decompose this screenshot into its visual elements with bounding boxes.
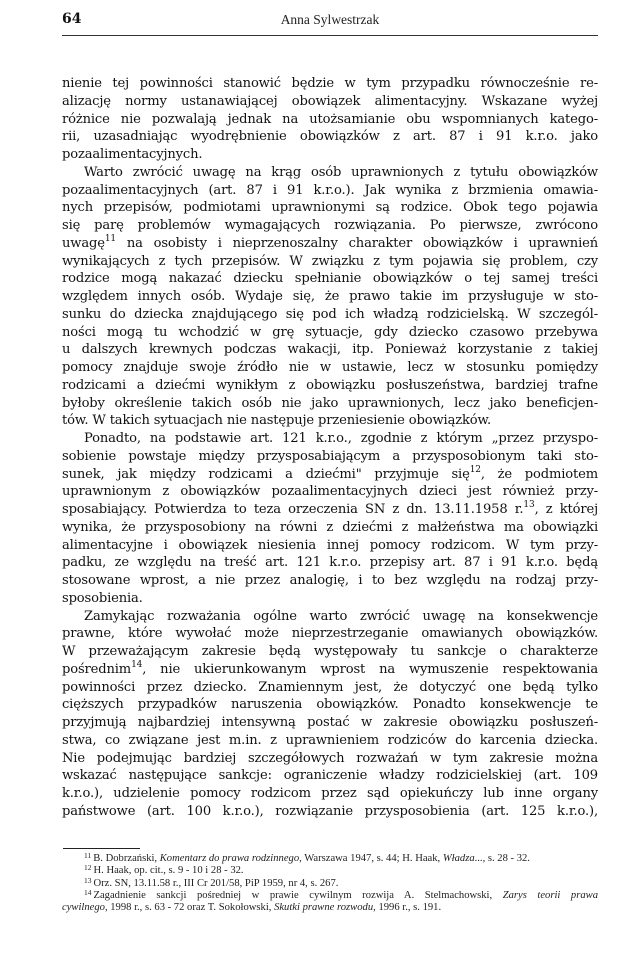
footnote-separator	[63, 848, 140, 849]
book-title: Zarys teorii prawa	[502, 890, 599, 902]
text-line: stwa, co związane jest m.in. z uprawnieniem rodziców do karcenia dziecka.	[62, 732, 598, 748]
paragraph	[62, 75, 598, 164]
text-line: alizację normy ustanawiającej obowiązek alimentacyjny. Wskazane wyżej	[62, 93, 598, 109]
page-number: 64	[62, 11, 82, 27]
footnote-ref-12[interactable]: 12	[469, 464, 481, 475]
text-line: rodzicami a dziećmi wynikłym z obowiązku posłuszeństwa, bardziej trafne	[62, 377, 598, 393]
page-header	[62, 6, 598, 36]
text-line: tów. W takich sytuacjach nie następuje przeniesienie obowiązków.	[62, 413, 492, 429]
text-line: sunku do dziecka znajdującego się pod ich władzą rodzicielską. W szczegól-	[62, 306, 598, 322]
footnote-number: 13	[84, 875, 92, 885]
text-line: pozaalimentacyjnych (art. 87 i 91 k.r.o.). Jak wynika z brzmienia omawia-	[62, 182, 598, 198]
text-line: W przeważającym zakresie będą występowały tu sankcje o charakterze	[62, 644, 598, 659]
text-line: pośrednim$^{14}$, nie ukierunkowanym wprost na wymuszenie respektowania	[62, 659, 598, 677]
footnote-14: $^{14}$ Zagadnienie sankcji pośredniej w prawie cywilnym rozwija A. Stelmachowski, Zarys teorii prawa	[84, 888, 599, 902]
footnote-number: 14	[84, 888, 92, 898]
paragraph	[62, 608, 598, 821]
text-line: przyjmują najbardziej intensywną postać w zakresie obowiązku posłuszeń-	[62, 715, 598, 730]
text-line: cięższych przypadków naruszenia obowiązków. Ponadto konsekwencje te	[62, 697, 598, 713]
text-line: pozaalimentacyjnych.	[62, 147, 203, 162]
text-line: powinności przez dziecko. Znamiennym jest, że dotyczyć one będą tylko	[62, 679, 598, 695]
text-line: ności mogą tu wchodzić w grę sytuacje, gdy dziecko czasowo przebywa	[62, 324, 598, 340]
paragraph	[62, 430, 598, 608]
text-line: państwowe (art. 100 k.r.o.), rozwiązanie przysposobienia (art. 125 k.r.o.),	[62, 803, 598, 819]
text-line: nych przepisów, podmiotami uprawnionymi są rodzice. Obok tego pojawia	[62, 200, 598, 216]
text-line: alimentacyjne i obowiązek niesienia innej pomocy rodzicom. W tym przy-	[62, 537, 598, 553]
text-line: byłoby określenie takich osób nie jako uprawnionych, lecz jako beneficjen-	[62, 395, 598, 411]
text-line: różnice nie pozwalają jednak na utożsamianie obu wspomnianych katego-	[62, 111, 598, 127]
footnote-ref-11[interactable]: 11	[104, 233, 116, 244]
footnotes	[62, 853, 598, 915]
text-line: wynika, że przysposobiony na równi z dziećmi z małżeństwa ma obowiązki	[62, 519, 598, 535]
text-line: sobienie powstaje między przysposabiającym a przysposobionym taki sto-	[62, 448, 598, 464]
footnote-ref-14[interactable]: 14	[131, 659, 143, 670]
text-line: pomocy znajduje swoje źródło nie w ustawie, lecz w stosunku pomiędzy	[62, 360, 598, 375]
text-line: nienie tej powinności stanowić będzie w tym przypadku równocześnie re-	[62, 76, 598, 91]
text-line: rodzice mogą nakazać dziecku spełnianie obowiązków o tej samej treści	[62, 271, 598, 287]
text-line: się parę problemów wymagających rozwiązania. Po pierwsze, zwrócono	[62, 218, 598, 233]
text-line: Nie podejmując bardziej szczegółowych rozważań w tym zakresie można	[62, 750, 598, 766]
book-title: Skutki prawne rozwodu	[274, 902, 374, 914]
footnote-11: $^{11}$ B. Dobrzański, Komentarz do prawa rodzinnego, Warszawa 1947, s. 44; H. Haak, Władza..., s. 28 - 32.	[84, 851, 530, 864]
book-title: cywilnego	[62, 902, 105, 914]
text-line: padku, ze względu na treść art. 121 k.r.o. przepisy art. 87 i 91 k.r.o. będą	[62, 555, 598, 571]
text-line: sposabiający. Potwierdza to teza orzeczenia SN z dn. 13.11.1958 r.$^{13}$, z której	[62, 500, 598, 517]
text-line: względem innych osób. Wydaje się, że prawo takie im przysługuje w sto-	[62, 289, 598, 304]
footnote-13: $^{13}$ Orz. SN, 13.11.58 r., III Cr 201/58, PiP 1959, nr 4, s. 267.	[84, 875, 339, 889]
text-line: Warto zwrócić uwagę na krąg osób uprawnionych z tytułu obowiązków	[84, 164, 598, 180]
paragraph	[62, 164, 598, 430]
text-line: Ponadto, na podstawie art. 121 k.r.o., zgodnie z którym „przez przyspo-	[84, 431, 598, 446]
book-title: Władza	[442, 853, 475, 864]
text-line: u dalszych krewnych podczas wakacji, itp. Ponieważ korzystanie z takiej	[62, 342, 598, 358]
text-line: Zamykając rozważania ogólne warto zwrócić uwagę na konsekwencje	[84, 608, 598, 624]
body-text	[62, 75, 598, 821]
text-line: uwagę$^{11}$ na osobisty i nieprzenoszalny charakter obowiązków i uprawnień	[62, 233, 598, 251]
text-line: k.r.o.), udzielenie pomocy rodzicom przez sąd opiekuńczy lub inne organy	[62, 786, 598, 801]
footnote-14-continued: cywilnego, 1998 r., s. 63 - 72 oraz T. Sokołowski, Skutki prawne rozwodu, 1996 r., s. 191.	[62, 902, 442, 914]
book-title: Komentarz do prawa rodzinnego	[159, 853, 300, 864]
text-line: prawne, które wywołać może nieprzestrzeganie omawianych obowiązków.	[62, 626, 598, 642]
running-head-author: Anna Sylwestrzak	[280, 12, 380, 27]
text-line: sposobienia.	[62, 590, 143, 606]
footnote-12: $^{12}$ H. Haak, op. cit., s. 9 - 10 i 28 - 32.	[84, 863, 244, 877]
footnote-ref-13[interactable]: 13	[523, 500, 535, 510]
text-line: wskazać następujące sankcje: ograniczenie władzy rodzicielskiej (art. 109	[62, 768, 598, 784]
text-line: wynikających z tych przepisów. W związku z tym pojawia się problem, czy	[62, 253, 598, 269]
text-line: uprawnionym z obowiązków pozaalimentacyjnych dzieci jest również przy-	[62, 484, 598, 500]
text-line: sunek, jak między rodzicami a dziećmi" przyjmuje się$^{12}$, że podmiotem	[62, 464, 598, 482]
header-rule	[62, 35, 598, 36]
text-line: rii, uzasadniając wyodrębnienie obowiązków z art. 87 i 91 k.r.o. jako	[62, 129, 598, 145]
footnote-number: 12	[84, 863, 92, 873]
text-line: stosowane wprost, a nie przez analogię, i to bez względu na rodzaj przy-	[62, 573, 598, 588]
footnote-number: 11	[84, 851, 92, 860]
